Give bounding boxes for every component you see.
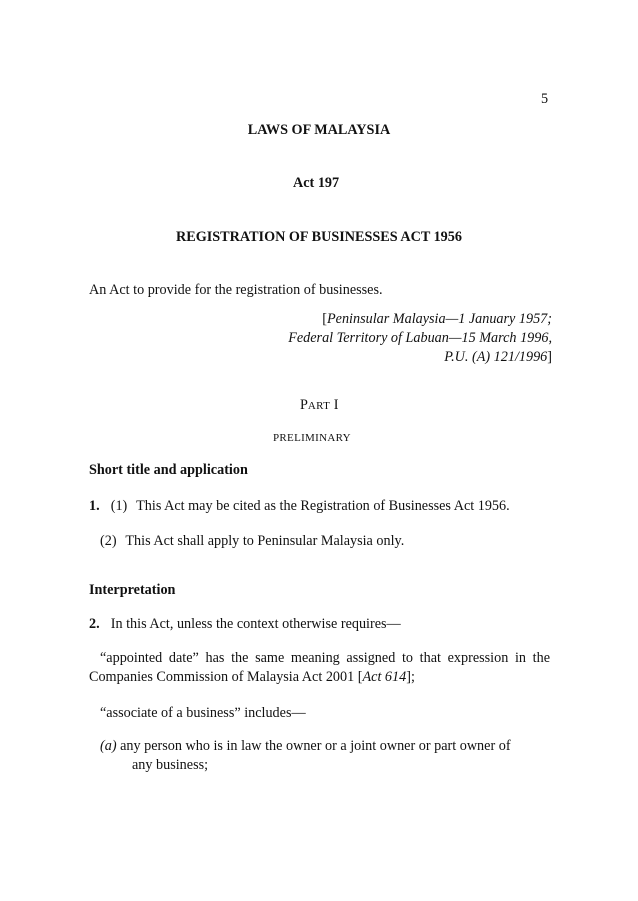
preliminary-heading: PRELIMINARY — [273, 432, 351, 444]
commencement-line-2: Federal Territory of Labuan—15 March 1996, — [288, 330, 552, 346]
definition-appointed-date-end: ]; — [406, 669, 415, 685]
page-number: 5 — [541, 91, 549, 107]
subsection-1-text: This Act may be cited as the Registration of Businesses Act 1956. — [136, 498, 510, 514]
act-614-reference: Act 614 — [362, 669, 407, 685]
part-heading — [300, 397, 338, 414]
section-2-intro-text: In this Act, unless the context otherwise requires— — [110, 616, 401, 632]
section-1-number: 1. — [89, 498, 100, 514]
commencement-block — [288, 310, 552, 367]
section-1-heading: Short title and application — [89, 462, 248, 478]
act-title: REGISTRATION OF BUSINESSES ACT 1956 — [176, 229, 462, 245]
section-1-subsection-2 — [100, 533, 404, 550]
section-1-subsection-1 — [89, 498, 510, 515]
close-bracket: ] — [547, 349, 552, 365]
section-2-heading: Interpretation — [89, 582, 176, 598]
commencement-peninsular: Peninsular Malaysia—1 January 1957; — [326, 311, 552, 327]
subsection-2-label: (2) — [100, 533, 117, 549]
commencement-line-3 — [288, 348, 552, 367]
open-bracket: [ — [322, 311, 327, 327]
section-2-number: 2. — [89, 616, 100, 632]
item-a-line-2: any business; — [132, 757, 209, 773]
definition-appointed-date — [89, 649, 550, 687]
part-letters-rest: ART — [307, 400, 331, 412]
commencement-line-1 — [288, 310, 552, 329]
definition-appointed-date-text: “appointed date” has the same meaning assigned to that expression in the Companies Commission of Malaysia Act 2001 [ — [89, 650, 550, 685]
act-number: Act 197 — [293, 175, 340, 191]
part-numeral: I — [330, 397, 339, 413]
item-a-text-1: any person who is in law the owner or a joint owner or part owner of — [120, 738, 511, 754]
item-a — [100, 737, 550, 775]
long-title: An Act to provide for the registration of businesses. — [89, 282, 383, 298]
laws-title: LAWS OF MALAYSIA — [247, 122, 391, 138]
commencement-pu: P.U. (A) 121/1996 — [444, 349, 548, 365]
part-letter-p: P — [300, 397, 308, 413]
item-a-label: (a) — [100, 738, 117, 754]
subsection-1-label: (1) — [110, 498, 128, 514]
subsection-2-text: This Act shall apply to Peninsular Malaysia only. — [125, 533, 405, 549]
item-a-line-1 — [100, 737, 550, 756]
section-2-intro — [89, 616, 401, 633]
definition-associate: “associate of a business” includes— — [100, 705, 306, 721]
